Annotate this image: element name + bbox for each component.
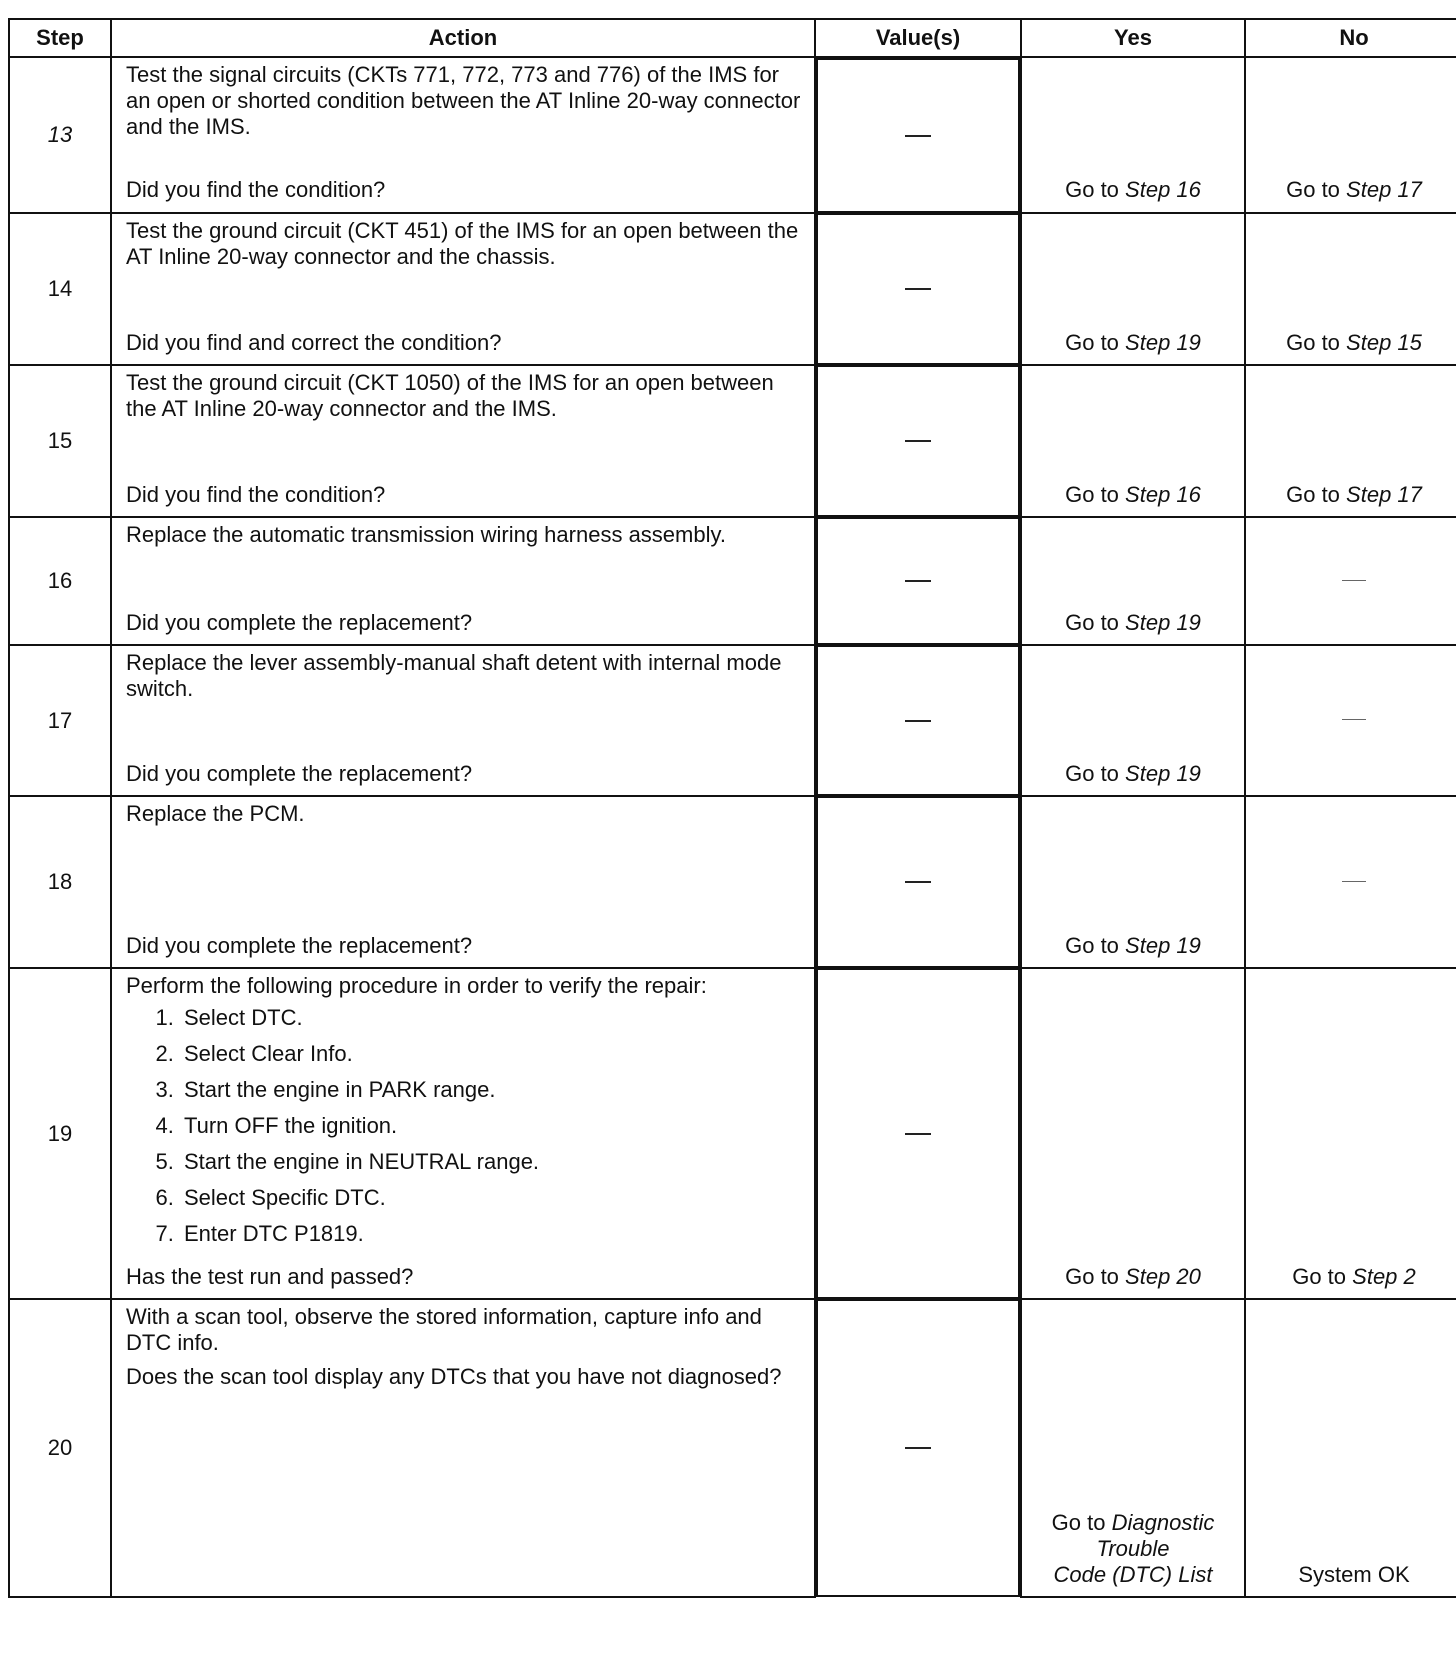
step-number: 16 bbox=[9, 517, 111, 645]
header-step: Step bbox=[9, 19, 111, 57]
no-link[interactable]: Step 17 bbox=[1346, 177, 1422, 202]
value-dash bbox=[905, 881, 931, 883]
value-dash bbox=[905, 440, 931, 442]
step-number: 19 bbox=[9, 968, 111, 1299]
diagnostic-table bbox=[8, 18, 1456, 1598]
procedure-step: 6. Select Specific DTC. bbox=[180, 1185, 802, 1211]
action-text: Replace the PCM. bbox=[126, 801, 305, 826]
action-text: With a scan tool, observe the stored information, capture info and DTC info. bbox=[126, 1304, 762, 1355]
yes-link[interactable]: Step 19 bbox=[1125, 610, 1201, 635]
yes-link[interactable]: Step 16 bbox=[1125, 177, 1201, 202]
step-number: 15 bbox=[9, 365, 111, 517]
no-link[interactable]: Step 2 bbox=[1352, 1264, 1416, 1289]
procedure-step: 2. Select Clear Info. bbox=[180, 1041, 802, 1067]
header-action: Action bbox=[111, 19, 815, 57]
procedure-step: 7. Enter DTC P1819. bbox=[180, 1221, 802, 1247]
step-number: 18 bbox=[9, 796, 111, 968]
yes-link[interactable]: Step 19 bbox=[1125, 933, 1201, 958]
no-link[interactable]: Step 15 bbox=[1346, 330, 1422, 355]
action-question: Did you find the condition? bbox=[126, 177, 386, 202]
table-row bbox=[9, 1299, 1456, 1597]
yes-link[interactable]: Step 19 bbox=[1125, 330, 1201, 355]
action-question: Has the test run and passed? bbox=[126, 1264, 414, 1289]
yes-cell: Go to Step 20 bbox=[1065, 1264, 1201, 1289]
yes-cell: Go to Step 19 bbox=[1065, 761, 1201, 786]
action-question: Did you find the condition? bbox=[126, 482, 386, 507]
action-text: Perform the following procedure in order to verify the repair: bbox=[126, 973, 707, 998]
table-row bbox=[9, 796, 1456, 968]
action-question: Did you complete the replacement? bbox=[126, 761, 473, 786]
table-row bbox=[9, 645, 1456, 796]
value-dash bbox=[905, 580, 931, 582]
no-dash bbox=[1342, 580, 1366, 581]
yes-link[interactable]: Code (DTC) List bbox=[1053, 1562, 1213, 1587]
action-text: Test the signal circuits (CKTs 771, 772, 773 and 776) of the IMS for an open or shorted condition between the AT Inline 20-way connector and the IMS. bbox=[126, 62, 801, 139]
header-row bbox=[9, 19, 1456, 57]
procedure-list bbox=[126, 1005, 802, 1247]
yes-link[interactable]: Step 20 bbox=[1125, 1264, 1201, 1289]
table-row bbox=[9, 213, 1456, 365]
procedure-step: 3. Start the engine in PARK range. bbox=[180, 1077, 802, 1103]
yes-link[interactable]: Trouble bbox=[1096, 1536, 1170, 1561]
no-link[interactable]: Step 17 bbox=[1346, 482, 1422, 507]
yes-cell: Go to Step 19 bbox=[1065, 610, 1201, 635]
action-question: Did you complete the replacement? bbox=[126, 610, 473, 635]
no-dash bbox=[1342, 719, 1366, 720]
step-number: 17 bbox=[9, 645, 111, 796]
value-dash bbox=[905, 288, 931, 290]
table-row bbox=[9, 968, 1456, 1299]
header-values: Value(s) bbox=[815, 19, 1021, 57]
yes-cell: Go to Step 19 bbox=[1065, 330, 1201, 355]
procedure-step: 4. Turn OFF the ignition. bbox=[180, 1113, 802, 1139]
procedure-step: 1. Select DTC. bbox=[180, 1005, 802, 1031]
header-yes: Yes bbox=[1021, 19, 1245, 57]
action-text: Test the ground circuit (CKT 451) of the IMS for an open between the AT Inline 20-way connector and the chassis. bbox=[126, 218, 799, 269]
value-dash bbox=[905, 1447, 931, 1449]
action-question: Does the scan tool display any DTCs that you have not diagnosed? bbox=[126, 1364, 782, 1389]
no-result: System OK bbox=[1298, 1562, 1410, 1587]
yes-cell: Go to Step 19 bbox=[1065, 933, 1201, 958]
action-question: Did you complete the replacement? bbox=[126, 933, 473, 958]
no-cell: Go to Step 17 bbox=[1286, 482, 1422, 507]
yes-link[interactable]: Step 16 bbox=[1125, 482, 1201, 507]
yes-cell: Go to Step 16 bbox=[1065, 177, 1201, 202]
table-row bbox=[9, 57, 1456, 213]
header-no: No bbox=[1245, 19, 1456, 57]
table-row bbox=[9, 365, 1456, 517]
no-dash bbox=[1342, 881, 1366, 882]
yes-link[interactable]: Diagnostic bbox=[1111, 1510, 1215, 1535]
step-number: 20 bbox=[9, 1299, 111, 1597]
no-cell bbox=[1246, 1300, 1456, 1594]
value-dash bbox=[905, 135, 931, 137]
yes-cell: Go to Diagnostic Trouble Code (DTC) List bbox=[1051, 1510, 1215, 1587]
no-cell: Go to Step 17 bbox=[1286, 177, 1422, 202]
no-cell bbox=[1246, 646, 1456, 793]
yes-link[interactable]: Step 19 bbox=[1125, 761, 1201, 786]
no-cell bbox=[1246, 518, 1456, 642]
no-cell: Go to Step 2 bbox=[1292, 1264, 1416, 1289]
value-dash bbox=[905, 1133, 931, 1135]
no-cell: Go to Step 15 bbox=[1286, 330, 1422, 355]
step-number: 13 bbox=[9, 57, 111, 213]
action-text: Test the ground circuit (CKT 1050) of the IMS for an open between the AT Inline 20-way connector and the IMS. bbox=[126, 370, 774, 421]
value-dash bbox=[905, 720, 931, 722]
action-text: Replace the automatic transmission wiring harness assembly. bbox=[126, 522, 726, 547]
action-text: Replace the lever assembly-manual shaft detent with internal mode switch. bbox=[126, 650, 782, 701]
action-question: Did you find and correct the condition? bbox=[126, 330, 502, 355]
no-cell bbox=[1246, 797, 1456, 965]
procedure-step: 5. Start the engine in NEUTRAL range. bbox=[180, 1149, 802, 1175]
step-number: 14 bbox=[9, 213, 111, 365]
table-row bbox=[9, 517, 1456, 645]
yes-cell: Go to Step 16 bbox=[1065, 482, 1201, 507]
